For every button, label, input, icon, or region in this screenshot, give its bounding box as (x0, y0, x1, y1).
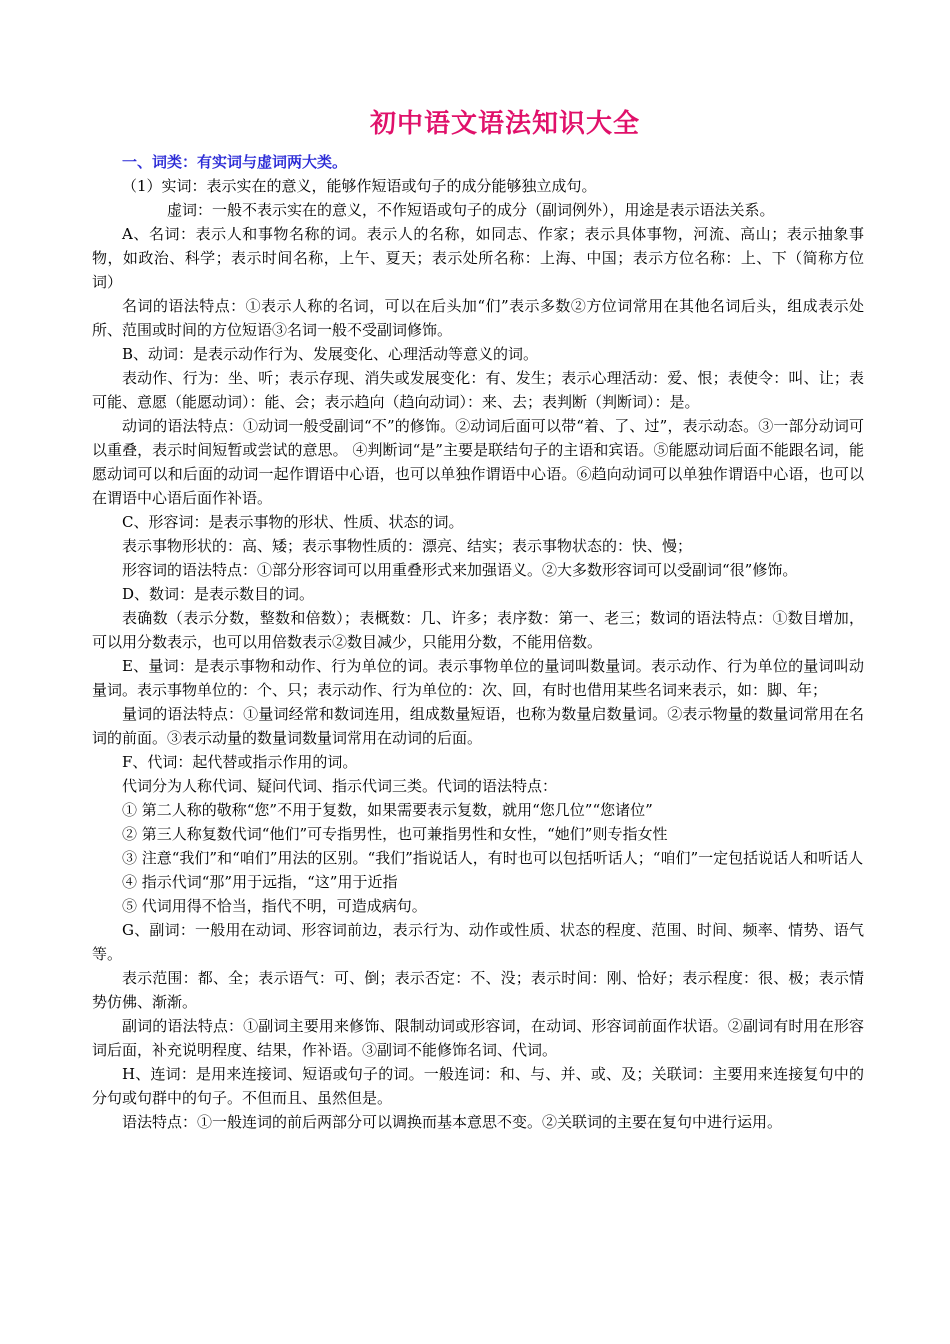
paragraph-fuci-features: 副词的语法特点：①副词主要用来修饰、限制动词或形容词，在动词、形容词前面作状语。②副词有时用在形容词后面，补充说明程度、结果，作补语。③副词不能修饰名词、代词。 (92, 1017, 864, 1059)
paragraph-mingci-features: 名词的语法特点：①表示人称的名词，可以在后头加“们”表示多数②方位词常用在其他名词后头，组成表示处所、范围或时间的方位短语③名词一般不受副词修饰。 (92, 297, 864, 339)
paragraph-xingrongci-features: 形容词的语法特点：①部分形容词可以用重叠形式来加强语义。②大多数形容词可以受副词“很”修饰。 (122, 561, 798, 579)
paragraph-shici: （1）实词：表示实在的意义，能够作短语或句子的成分能够独立成句。 (122, 177, 597, 195)
paragraph-xingrongci: C、形容词：是表示事物的形状、性质、状态的词。 (122, 513, 464, 531)
list-item: ④ 指示代词“那”用于远指，“这”用于近指 (122, 873, 398, 891)
list-item: ⑤ 代词用得不恰当，指代不明，可造成病句。 (122, 897, 427, 915)
paragraph-xuci: 虚词：一般不表示实在的意义，不作短语或句子的成分（副词例外），用途是表示语法关系。 (167, 201, 775, 219)
paragraph-fuci-types: 表示范围：都、全；表示语气：可、倒；表示否定：不、没；表示时间：刚、恰好；表示程度：很、极；表示情势仿佛、渐渐。 (92, 969, 864, 1011)
paragraph-dongci: B、动词：是表示动作行为、发展变化、心理活动等意义的词。 (122, 345, 539, 363)
paragraph-liangci-features: 量词的语法特点：①量词经常和数词连用，组成数量短语，也称为数量启数量词。②表示物量的数量词常用在名词的前面。③表示动量的数量词数量词常用在动词的后面。 (92, 705, 864, 747)
paragraph-dongci-types: 表动作、行为：坐、听；表示存现、消失或发展变化：有、发生；表示心理活动：爱、恨；表使令：叫、让；表可能、意愿（能愿动词）：能、会；表示趋向（趋向动词）：来、去；表判断（判断词）：是。 (92, 369, 864, 411)
paragraph-xingrongci-types: 表示事物形状的：高、矮；表示事物性质的：漂亮、结实；表示事物状态的：快、慢； (122, 537, 693, 555)
page-title: 初中语文语法知识大全 (369, 109, 640, 139)
list-item: ② 第三人称复数代词“他们”可专指男性，也可兼指男性和女性，“她们”则专指女性 (122, 825, 668, 843)
paragraph-mingci: A、名词：表示人和事物名称的词。表示人的名称，如同志、作家；表示具体事物，河流、高山；表示抽象事物，如政治、科学；表示时间名称，上午、夏天；表示处所名称：上海、中国；表示方位名称：上、下（简称方位词） (92, 225, 864, 291)
paragraph-lianci-features: 语法特点：①一般连词的前后两部分可以调换而基本意思不变。②关联词的主要在复句中进行运用。 (122, 1113, 783, 1131)
list-item: ① 第二人称的敬称“您”不用于复数，如果需要表示复数，就用“您几位”“您诸位” (122, 801, 653, 819)
paragraph-liangci: E、量词：是表示事物和动作、行为单位的词。表示事物单位的量词叫数量词。表示动作、行为单位的量词叫动量词。表示事物单位的：个、只；表示动作、行为单位的：次、回，有时也借用某些名词来表示，如：脚、年； (92, 657, 864, 699)
document-body (92, 150, 864, 1134)
paragraph-shuci: D、数词：是表示数目的词。 (122, 585, 315, 603)
paragraph-dongci-features: 动词的语法特点：①动词一般受副词“不”的修饰。②动词后面可以带“着、了、过”，表示动态。③一部分动词可以重叠，表示时间短暂或尝试的意思。 ④判断词“是”主要是联结句子的主语和宾语。⑤能愿动词后面不能跟名词，能愿动词可以和后面的动词一起作谓语中心语，也可以单独作谓语中心语。⑥趋向动词可以单独作谓语中心语，也可以在谓语中心语后面作补语。 (92, 417, 864, 507)
list-item: ③ 注意“我们”和“咱们”用法的区别。“我们”指说话人，有时也可以包括听话人；“咱们”一定包括说话人和听话人 (122, 849, 864, 867)
section-heading: 一、词类：有实词与虚词两大类。 (122, 153, 348, 171)
paragraph-lianci: H、连词：是用来连接词、短语或句子的词。一般连词：和、与、并、或、及；关联词：主要用来连接复句中的分句或句群中的句子。不但而且、虽然但是。 (92, 1065, 864, 1107)
paragraph-shuci-features: 表确数（表示分数，整数和倍数）；表概数：几、许多；表序数：第一、老三；数词的语法特点：①数目增加，可以用分数表示，也可以用倍数表示②数目减少，只能用分数，不能用倍数。 (92, 609, 864, 651)
paragraph-fuci: G、副词：一般用在动词、形容词前边，表示行为、动作或性质、状态的程度、范围、时间、频率、情势、语气等。 (92, 921, 864, 963)
paragraph-daici-types: 代词分为人称代词、疑问代词、指示代词三类。代词的语法特点： (122, 777, 558, 795)
paragraph-daici: F、代词：起代替或指示作用的词。 (122, 753, 358, 771)
